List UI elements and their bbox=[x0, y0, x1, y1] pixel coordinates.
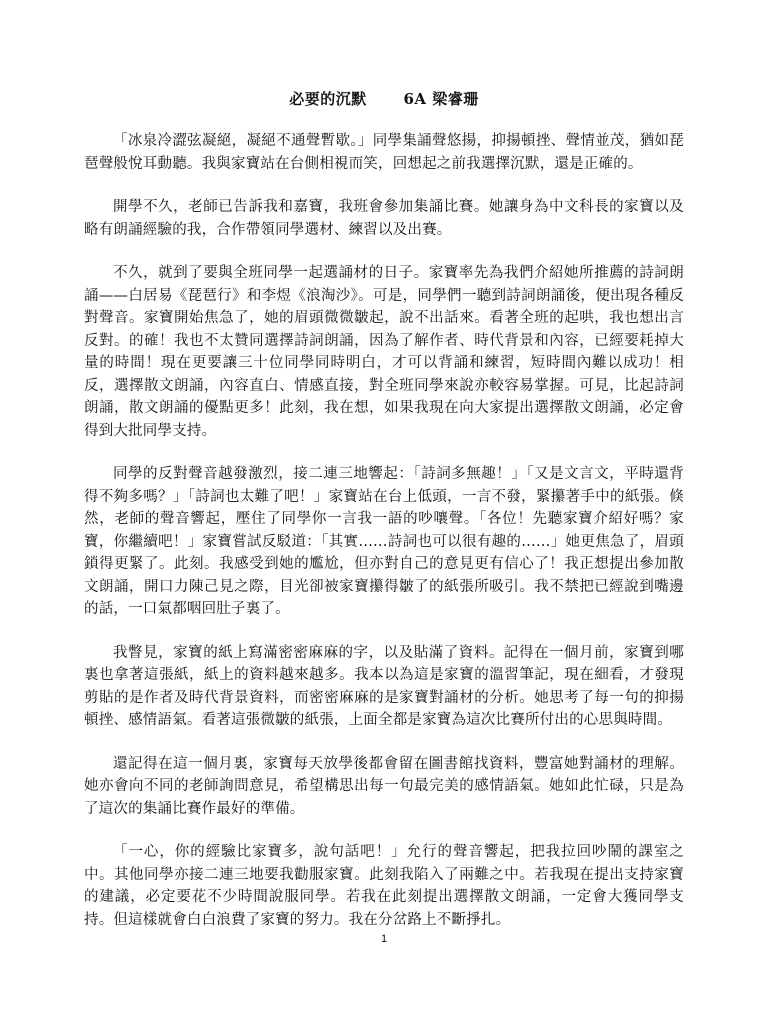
page-number: 1 bbox=[380, 933, 388, 945]
paragraph-1: 「冰泉冷澀弦凝絕，凝絕不通聲暫歇。」同學集誦聲悠揚，抑揚頓挫、聲情並茂，猶如琵琶聲般悅耳動聽。我與家寶站在台側相視而笑，回想起之前我選擇沉默，還是正確的。 bbox=[84, 133, 684, 172]
paragraph-7: 「一心，你的經驗比家寶多，說句話吧！」允行的聲音響起，把我拉回吵鬧的課室之中。其他同學亦接二連三地要我勸服家寶。此刻我陷入了兩難之中。若我現在提出支持家寶的建議，必定要花不少時間說服同學。若我在此刻提出選擇散文朗誦，一定會大獲同學支持。但這樣就會白白浪費了家寶的努力。我在分岔路上不斷掙扎。 bbox=[84, 844, 684, 928]
paragraph-2: 開學不久，老師已告訴我和嘉寶，我班會參加集誦比賽。她讓身為中文科長的家寶以及略有朗誦經驗的我，合作帶領同學選材、練習以及出賽。 bbox=[84, 199, 684, 238]
paragraph-3: 不久，就到了要與全班同學一起選誦材的日子。家寶率先為我們介紹她所推薦的詩詞朗誦——白居易《琵琶行》和李煜《浪淘沙》。可是，同學們一聽到詩詞朗誦後，便出現各種反對聲音。家寶開始焦急了，她的眉頭微微皺起，說不出話來。看著全班的起哄，我也想出言反對。的確！我也不太贊同選擇詩詞朗誦，因為了解作者、時代背景和內容，已經要耗掉大量的時間！現在更要讓三十位同學同時明白，才可以背誦和練習，短時間內難以成功！相反，選擇散文朗誦，內容直白、情感直接，對全班同學來說亦較容易掌握。可見，比起詩詞朗誦，散文朗誦的優點更多！此刻，我在想，如果我現在向大家提出選擇散文朗誦，必定會得到大批同學支持。 bbox=[84, 265, 684, 439]
paragraph-6: 還記得在這一個月裏，家寶每天放學後都會留在圖書館找資料，豐富她對誦材的理解。她亦會向不同的老師詢問意見，希望構思出每一句最完美的感情語氣。她如此忙碌，只是為了這次的集誦比賽作最好的準備。 bbox=[84, 755, 684, 817]
document-title: 必要的沉默 6A 梁睿珊 bbox=[289, 90, 479, 108]
paragraph-5: 我瞥見，家寶的紙上寫滿密密麻麻的字，以及貼滿了資料。記得在一個月前，家寶到哪裏也拿著這張紙，紙上的資料越來越多。我本以為這是家寶的溫習筆記，現在細看，才發現剪貼的是作者及時代背景資料，而密密麻麻的是家寶對誦材的分析。她思考了每一句的抑揚頓挫、感情語氣。看著這張微皺的紙張，上面全都是家寶為這次比賽所付出的心思與時間。 bbox=[84, 644, 684, 728]
paragraph-4: 同學的反對聲音越發激烈，接二連三地響起：「詩詞多無趣！」「又是文言文，平時還背得不夠多嗎？」「詩詞也太難了吧！」家寶站在台上低頭，一言不發，緊攥著手中的紙張。倏然，老師的聲音響起，壓住了同學你一言我一語的吵嚷聲。「各位！先聽家寶介紹好嗎？家寶，你繼續吧！」家寶嘗試反駁道：「其實……詩詞也可以很有趣的……」她更焦急了，眉頭鎖得更緊了。此刻。我感受到她的尷尬，但亦對自己的意見更有信心了！我正想提出參加散文朗誦，開口力陳己見之際，目光卻被家寶攥得皺了的紙張所吸引。我不禁把已經說到嘴邊的話，一口氣都咽回肚子裏了。 bbox=[84, 466, 684, 617]
